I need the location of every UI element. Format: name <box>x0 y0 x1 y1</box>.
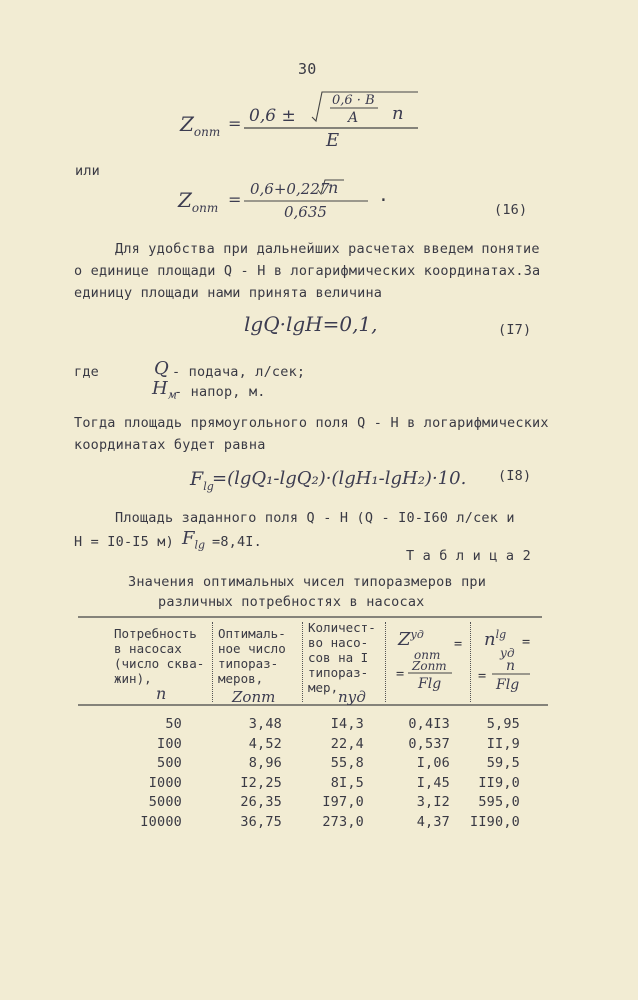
table-col-sep-4 <box>470 622 471 702</box>
table-cell-r1-c3: I4,3 <box>330 716 364 732</box>
paragraph-2-line-2: координатах будет равна <box>74 437 266 453</box>
table-cell-r2-c2: 4,52 <box>248 735 282 752</box>
table-cell-r6-c1: I0000 <box>140 814 182 830</box>
table-header-col-4-eq-2: = <box>396 666 405 682</box>
formula-top-root-num: 0,6 · B <box>332 93 375 108</box>
formula-16-lhs: $Z_{опт}$ <box>178 188 219 215</box>
formula-16-number: (16) <box>494 202 528 218</box>
where-q-symbol: Q <box>154 358 169 379</box>
formula-16-denominator: 0,635 <box>284 203 327 221</box>
formula-top-denominator: E <box>326 130 340 151</box>
paragraph-3-flg: $F_{lg}$ <box>182 528 206 552</box>
word-ili: или <box>75 163 100 179</box>
table-header-col-4-frac-num: Zопт <box>412 659 447 673</box>
page-number: 30 <box>298 60 317 78</box>
table-header-col-3: Количест- во насо- сов на I типораз- мер, <box>308 620 376 695</box>
table-header-col-5-frac-num: n <box>506 658 516 674</box>
formula-17-expr: lgQ·lgH=0,1, <box>244 312 378 336</box>
table-col-sep-1 <box>212 622 213 702</box>
where-q-text: - подача, л/сек; <box>172 364 306 380</box>
table-cell-r1-c4: 0,4I3 <box>408 716 450 732</box>
table-cell-r1-c5: 5,95 <box>486 716 520 732</box>
table-header-col-4-eq: = <box>454 636 463 652</box>
where-h-text: - напор, м. <box>174 384 266 400</box>
formula-18-expr: =(lgQ₁-lgQ₂)·(lgH₁-lgH₂)·10. <box>212 468 467 489</box>
table-cell-r4-c5: II9,0 <box>478 774 520 791</box>
table-cell-r5-c2: 26,35 <box>240 794 282 811</box>
paragraph-3-line-2b: =8,4I. <box>212 534 262 550</box>
table-header-col-1: Потребность в насосах (число сква- жин), <box>114 626 205 686</box>
table-header-col-5-eq-2: = <box>478 668 487 684</box>
table-cell-r3-c4: I,06 <box>416 755 450 772</box>
table-header-col-5-sub: уд <box>500 646 515 660</box>
table-cell-r5-c3: I97,0 <box>322 794 364 811</box>
table-cell-r3-c1: 500 <box>157 755 182 772</box>
formula-top-root-n: n <box>392 103 404 124</box>
table-header-col-1-symbol: n <box>156 684 167 703</box>
table-cell-r4-c4: I,45 <box>416 774 450 791</box>
table-cell-r4-c1: I000 <box>148 774 182 791</box>
table-cell-r2-c5: II,9 <box>486 735 520 752</box>
formula-16-numerator: 0,6+0,227 <box>250 180 330 198</box>
table-col-sep-3 <box>385 622 386 702</box>
table-caption-line-1: Значения оптимальных чисел типоразмеров при <box>128 574 487 590</box>
table-cell-r1-c2: 3,48 <box>248 716 282 732</box>
formula-18-number: (I8) <box>498 468 532 484</box>
table-header-col-4-sub: опт <box>414 648 441 662</box>
table-cell-r3-c3: 55,8 <box>330 755 364 772</box>
where-h-symbol: $H_м$ <box>152 378 177 402</box>
table-cell-r3-c2: 8,96 <box>248 755 282 772</box>
where-word: где <box>74 364 99 380</box>
paragraph-2-line-1: Тогда площадь прямоугольного поля Q - H в логарифмических <box>74 415 549 431</box>
paragraph-1-line-2: о единице площади Q - H в логарифмических координатах.За <box>74 263 541 279</box>
table-caption-line-2: различных потребностях в насосах <box>158 594 425 610</box>
table-cell-r4-c3: 8I,5 <box>330 774 364 791</box>
formula-16-root-n: n <box>328 178 339 197</box>
table-header-col-4-symbol: $Z^{уд}$ <box>398 628 424 650</box>
table-cell-r4-c2: I2,25 <box>240 774 282 791</box>
paragraph-3-line-1: Площадь заданного поля Q - H (Q - I0-I60 л/сек и <box>115 510 515 526</box>
table-cell-r6-c3: 273,0 <box>322 814 364 830</box>
table-cell-r3-c5: 59,5 <box>486 755 520 772</box>
table-cell-r6-c2: 36,75 <box>240 814 282 830</box>
formula-18-lhs: $F_{lg}$ <box>190 468 214 493</box>
table-header-col-2: Оптималь- ное число типораз- меров, <box>218 626 286 686</box>
formula-top-num-left: 0,6 ± <box>249 106 296 126</box>
table-header-col-2-symbol: Zопт <box>232 688 276 706</box>
formula-top-root-den: A <box>348 110 359 126</box>
table-cell-r2-c3: 22,4 <box>330 735 364 752</box>
table-cell-r2-c1: I00 <box>157 735 182 752</box>
table-header-col-5-symbol: $n^{lg}$ <box>484 628 507 650</box>
table-header-col-5-frac-den: Flg <box>496 677 520 693</box>
formula-16-equals: = <box>228 190 242 209</box>
table-header-col-5-eq: = <box>522 634 531 650</box>
table-header-col-3-symbol: nуд <box>338 688 366 706</box>
table-cell-r6-c5: II90,0 <box>470 814 520 830</box>
table-cell-r5-c1: 5000 <box>148 794 182 811</box>
table-cell-r2-c4: 0,537 <box>408 735 450 752</box>
paragraph-3-line-2a: H = I0-I5 м) <box>74 534 174 550</box>
table-cell-r1-c1: 50 <box>165 716 182 732</box>
formula-top-lhs: $Z_{опт}$ <box>180 112 221 139</box>
formula-17-number: (I7) <box>498 322 532 338</box>
table-cell-r5-c5: 595,0 <box>478 794 520 811</box>
formula-16-tail: · <box>378 190 390 211</box>
table-label: Т а б л и ц а 2 <box>406 548 531 564</box>
table-header-col-4-frac-den: Flg <box>418 676 442 692</box>
paragraph-1-line-3: единицу площади нами принята величина <box>74 285 383 301</box>
table-cell-r6-c4: 4,37 <box>416 814 450 830</box>
table-col-sep-2 <box>302 622 303 702</box>
table-cell-r5-c4: 3,I2 <box>416 794 450 811</box>
paragraph-1-line-1: Для удобства при дальнейших расчетах введем понятие <box>115 241 540 257</box>
formula-top-equals: = <box>228 114 242 133</box>
